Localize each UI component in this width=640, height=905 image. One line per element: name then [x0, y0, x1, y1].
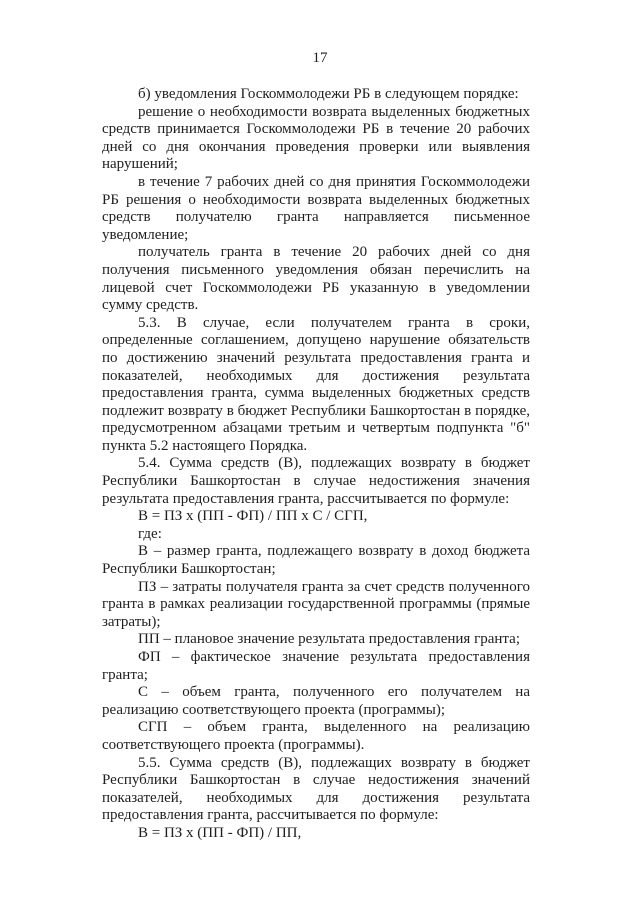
- formula-2: В = ПЗ х (ПП - ФП) / ПП,: [138, 824, 302, 841]
- section-b-item: в течение 7 рабочих дней со дня принятия Госкоммолодежи РБ решения о необходимости возврата выделенных бюджетных средств получателю гранта направляется письменное уведомление;: [102, 173, 530, 243]
- paragraph-5-5: 5.5. Сумма средств (В), подлежащих возврату в бюджет Республики Башкортостан в случае недостижения значений показателей, необходимых для достижения результата предоставления гранта, рассчитывается по формуле:: [102, 754, 530, 824]
- definition-item: В – размер гранта, подлежащего возврату в доход бюджета Республики Башкортостан;: [102, 543, 530, 578]
- section-b-item: получатель гранта в течение 20 рабочих дней со дня получения письменного уведомления обязан перечислить на лицевой счет Госкоммолодежи РБ указанную в уведомлении сумму средств.: [102, 244, 530, 314]
- definition-item: ПЗ – затраты получателя гранта за счет средств полученного гранта в рамках реализации государственной программы (прямые затраты);: [102, 578, 530, 630]
- definition-item: ФП – фактическое значение результата предоставления гранта;: [102, 649, 530, 683]
- definition-item: СГП – объем гранта, выделенного на реализацию соответствующего проекта (программы).: [102, 719, 530, 753]
- page-number: 17: [312, 50, 328, 66]
- where-label: где:: [138, 525, 162, 542]
- paragraph-5-3: 5.3. В случае, если получателем гранта в сроки, определенные соглашением, допущено нарушение обязательств по достижению значений результата предоставления гранта и показателей, необходимых для достижения результата предоставления гранта, сумма выделенных бюджетных средств подлежит возврату в бюджет Республики Башкортостан в порядке, предусмотренном абзацами третьим и четвертым подпункта "б" пункта 5.2 настоящего Порядка.: [102, 314, 530, 454]
- formula-1: В = ПЗ х (ПП - ФП) / ПП х С / СГП,: [138, 508, 368, 525]
- definition-item: С – объем гранта, полученного его получателем на реализацию соответствующего проекта (программы);: [102, 684, 530, 718]
- paragraph-5-4: 5.4. Сумма средств (В), подлежащих возврату в бюджет Республики Башкортостан в случае недостижения значения результата предоставления гранта, рассчитывается по формуле:: [102, 455, 530, 507]
- section-b-heading: б) уведомления Госкоммолодежи РБ в следующем порядке:: [138, 86, 519, 102]
- section-b-item: решение о необходимости возврата выделенных бюджетных средств принимается Госкоммолодежи РБ в течение 20 рабочих дней со дня окончания проведения проверки или выявления нарушений;: [102, 103, 530, 173]
- definition-item: ПП – плановое значение результата предоставления гранта;: [138, 631, 520, 648]
- document-body: [102, 86, 530, 843]
